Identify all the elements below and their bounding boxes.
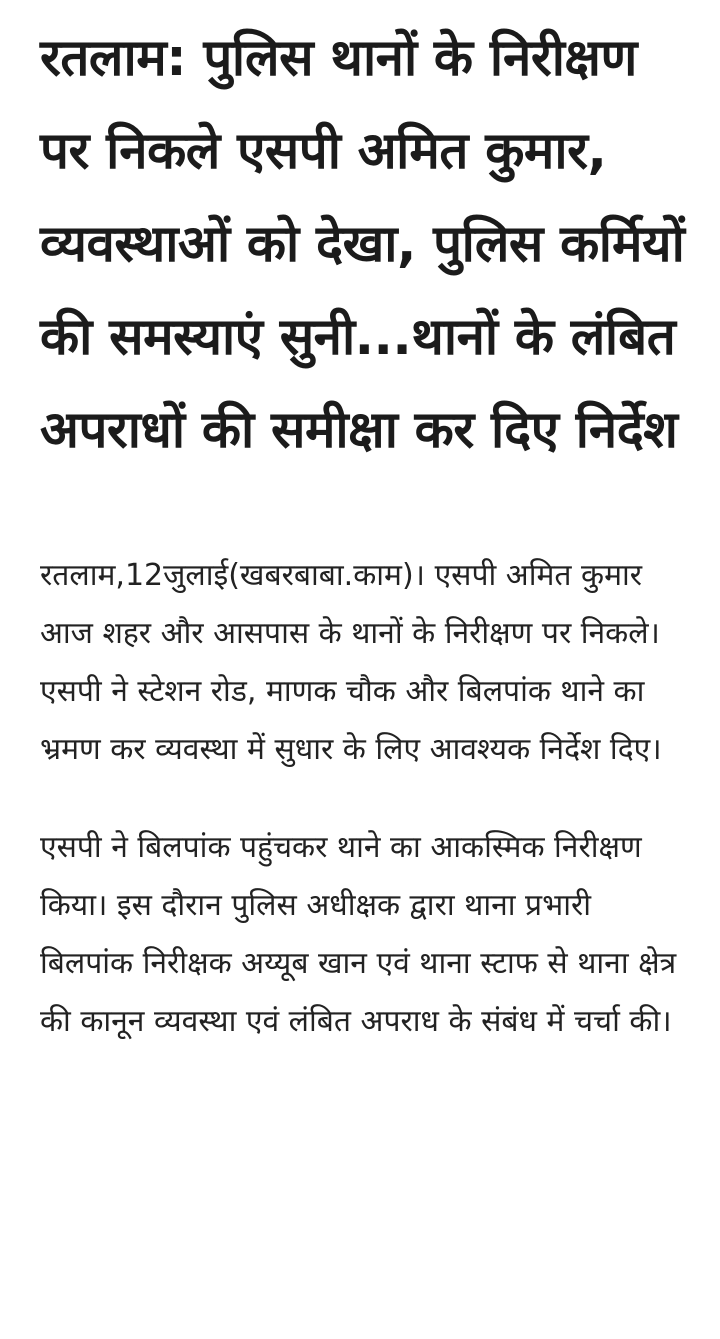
article-paragraph-2: एसपी ने बिलपांक पहुंचकर थाने का आकस्मिक निरीक्षण किया। इस दौरान पुलिस अधीक्षक द्वारा थाना प्रभारी बिलपांक निरीक्षक अय्यूब खान एवं थाना स्टाफ से थाना क्षेत्र की कानून व्यवस्था एवं लंबित अपराध के संबंध में चर्चा की। xyxy=(40,830,677,1039)
article xyxy=(40,12,685,1051)
article-headline: रतलाम: पुलिस थानों के निरीक्षण पर निकले एसपी अमित कुमार, व्यवस्थाओं को देखा, पुलिस कर्मियों की समस्याएं सुनी...थानों के लंबित अपराधों की समीक्षा कर दिए निर्देश xyxy=(40,29,685,460)
article-paragraph-1: रतलाम,12जुलाई(खबरबाबा.काम)। एसपी अमित कुमार आज शहर और आसपास के थानों के निरीक्षण पर निकले। एसपी ने स्टेशन रोड, माणक चौक और बिलपांक थाने का भ्रमण कर व्यवस्था में सुधार के लिए आवश्यक निर्देश दिए। xyxy=(40,558,662,767)
